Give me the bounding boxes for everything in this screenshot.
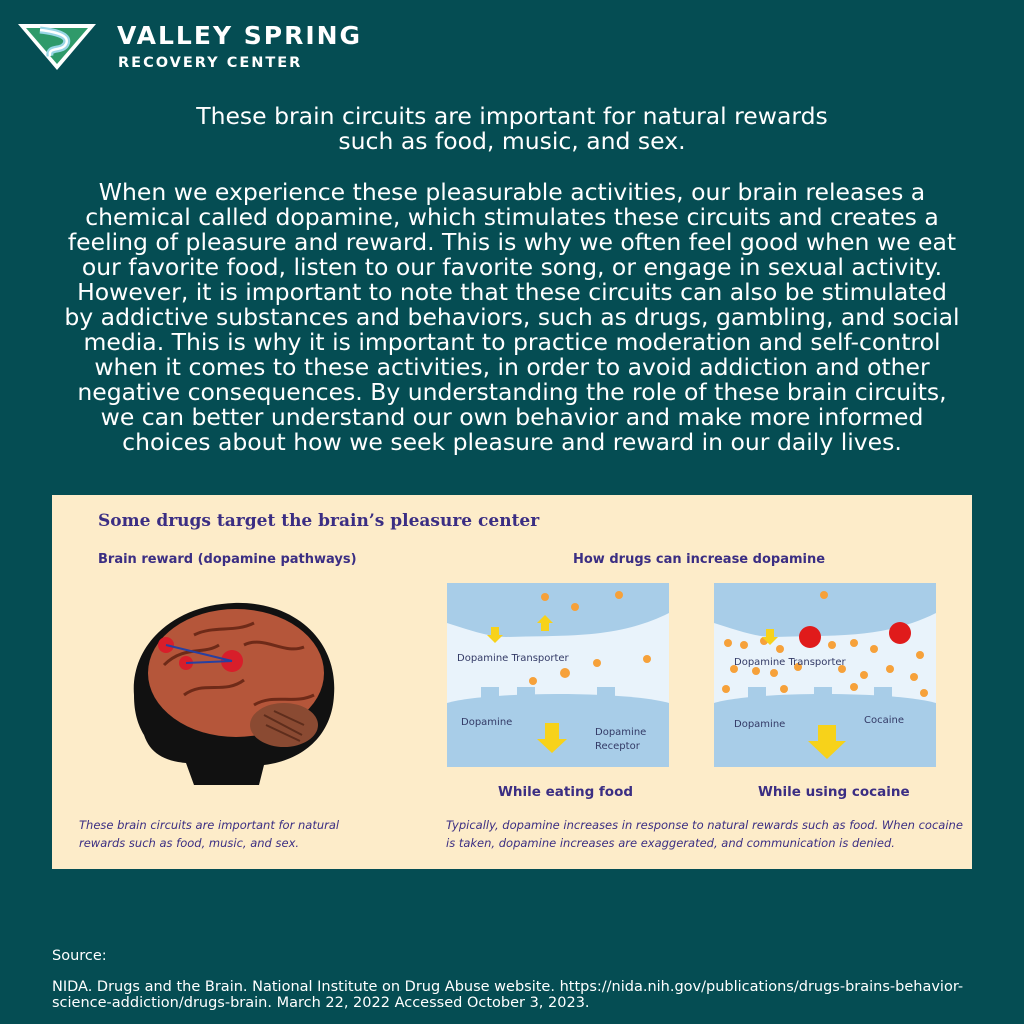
brand-subtitle: RECOVERY CENTER xyxy=(118,55,303,71)
synapse-food-diagram xyxy=(447,583,669,767)
panel-using-cocaine xyxy=(714,583,936,767)
label-cocaine: Cocaine xyxy=(864,715,904,726)
brain-reward-subtitle: Brain reward (dopamine pathways) xyxy=(98,552,357,567)
intro-text xyxy=(60,104,964,455)
panel-eating-food xyxy=(447,583,669,767)
intro-body: When we experience these pleasurable activities, our brain releases a chemical called dopamine, which stimulates these circuits and creates a feeling of pleasure and reward. This is why we often feel good when we eat our favorite food, listen to our favorite song, or engage in sexual activity. However, it is important to note that these circuits can also be stimulated by addictive substances and behaviors, such as drugs, gambling, and social media. This is why it is important to practice moderation and self-control when it comes to these activities, in order to avoid addiction and other negative consequences. By understanding the role of these brain circuits, we can better understand our own behavior and make more informed choices about how we seek pleasure and reward in our daily lives. xyxy=(64,178,960,456)
brain-circuits-caption: These brain circuits are important for natural rewards such as food, music, and sex. xyxy=(79,818,340,850)
brain-illustration xyxy=(124,585,344,785)
synapse-cocaine-diagram xyxy=(714,583,936,767)
figure-title: Some drugs target the brain’s pleasure center xyxy=(98,511,540,531)
label-dopamine-receptor-1: Dopamine xyxy=(595,727,647,738)
caption-using-cocaine: While using cocaine xyxy=(758,784,910,800)
intro-lead: These brain circuits are important for natural rewards such as food, music, and sex. xyxy=(196,102,828,155)
caption-eating-food: While eating food xyxy=(498,784,634,800)
valley-spring-logo xyxy=(18,22,96,70)
dopamine-caption: Typically, dopamine increases in response to natural rewards such as food. When cocaine is taken, dopamine increases are exaggerated, and communication is denied. xyxy=(446,818,963,850)
dopamine-figure xyxy=(52,495,972,869)
label-dopamine-cocaine: Dopamine xyxy=(734,719,786,730)
source-citation: NIDA. Drugs and the Brain. National Institute on Drug Abuse website. https://nida.nih.gov/publications/drugs-brains-behavior-science-addiction/drugs-brain. March 22, 2022 Accessed October 3, 2023. xyxy=(52,979,964,1011)
label-dopamine-transporter-cocaine: Dopamine Transporter xyxy=(734,657,846,668)
brand-name: VALLEY SPRING xyxy=(117,21,363,50)
drugs-dopamine-subtitle: How drugs can increase dopamine xyxy=(573,552,826,567)
label-dopamine: Dopamine xyxy=(461,717,513,728)
label-dopamine-transporter: Dopamine Transporter xyxy=(457,653,569,664)
label-dopamine-receptor-2: Receptor xyxy=(595,741,640,752)
source-heading: Source: xyxy=(52,948,107,964)
